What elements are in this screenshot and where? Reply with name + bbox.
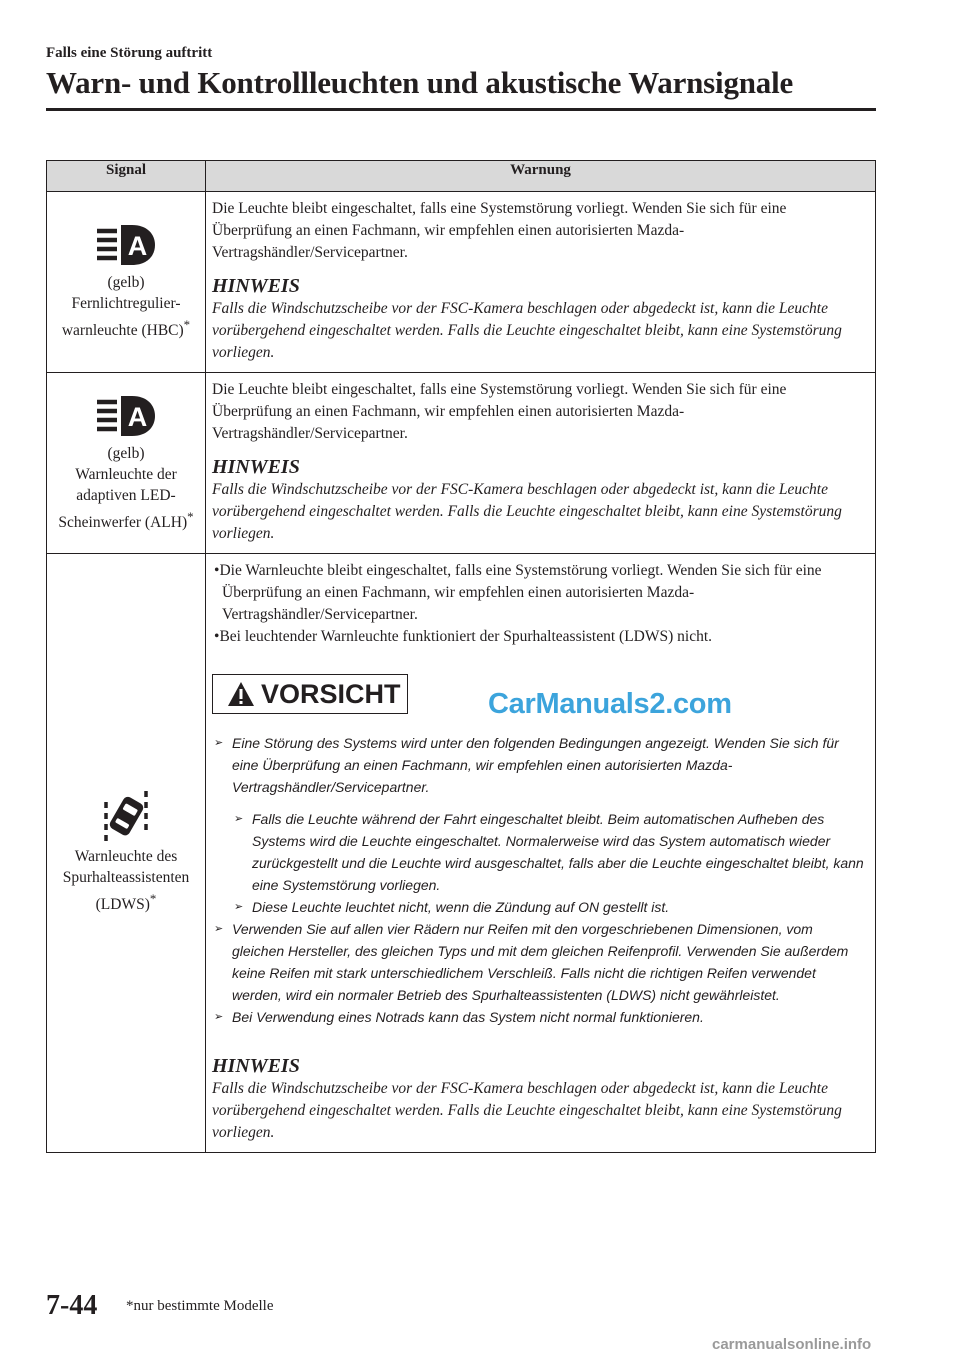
- caution-label: VORSICHT: [261, 679, 401, 709]
- caution-list: [212, 732, 867, 1028]
- signal-cell: [47, 192, 206, 373]
- hinweis-text: Falls die Windschutzscheibe vor der FSC-Kamera beschlagen oder abgedeckt ist, kann die Leuchte vorübergehend eingeschaltet werden. Falls die Leuchte eingeschaltet bleibt, kann eine Systemstörung vorliegen.: [212, 481, 842, 542]
- signal-cell: [47, 554, 206, 1153]
- bullet-item: •Die Warnleuchte bleibt eingeschaltet, falls eine Systemstörung vorliegt. Wenden Sie sich für eine Überprüfung an einen Fachmann, wir empfehlen einen autorisierten Mazda-Vertragshändler/Servicepartner.: [214, 562, 822, 623]
- signal-name: Warnleuchte des Spurhalteassistenten (LDWS)*: [62, 848, 190, 914]
- table-row: [47, 554, 876, 1153]
- warning-cell: [206, 192, 876, 373]
- table-row: [47, 192, 876, 373]
- site-watermark: carmanualsonline.info: [712, 1336, 872, 1353]
- hinweis-title: HINWEIS: [212, 1055, 300, 1077]
- bullet-item: •Bei leuchtender Warnleuchte funktioniert der Spurhalteassistent (LDWS) nicht.: [214, 628, 713, 645]
- caution-item: ➢ Eine Störung des Systems wird unter den folgenden Bedingungen angezeigt. Wenden Sie sich für eine Überprüfung an einen Fachmann, wir empfehlen einen autorisierten Mazda-Vertragshändler/Servicepartner.: [212, 732, 867, 798]
- caution-subitem: ➢ Falls die Leuchte während der Fahrt eingeschaltet bleibt. Beim automatischen Aufheben des Systems wird die Leuchte eingeschaltet. Normalerweise wird das System automatisch wieder zurückgestellt und die Leuchte wird ausgeschaltet, falls aber die Leuchte eingeschaltet bleibt, kann eine Systemstörung vorliegen.: [232, 808, 867, 896]
- signal-name: Warnleuchte der adaptiven LED-Scheinwerfer (ALH)*: [58, 465, 194, 532]
- header-rule: [46, 108, 876, 111]
- warning-cell: [206, 554, 876, 1153]
- hinweis-title: HINWEIS: [212, 456, 300, 478]
- page-header: [46, 44, 876, 103]
- arrow-icon: ➢: [234, 813, 244, 825]
- headlight-auto-icon: [95, 393, 157, 439]
- page-title: Warn- und Kontrollleuchten und akustische Warnsignale: [46, 65, 794, 100]
- arrow-icon: ➢: [214, 923, 224, 935]
- arrow-icon: ➢: [214, 1011, 224, 1023]
- section-label: Falls eine Störung auftritt: [46, 45, 213, 61]
- hinweis-title: HINWEIS: [212, 275, 300, 297]
- column-header-warning: Warnung: [206, 161, 876, 192]
- signal-name: Fernlichtregulier-warnleuchte (HBC)*: [61, 295, 191, 340]
- watermark: CarManuals2.com: [488, 688, 732, 720]
- caution-item: ➢ Bei Verwendung eines Notrads kann das System nicht normal funktionieren.: [212, 1006, 867, 1028]
- svg-text:A: A: [127, 401, 148, 432]
- signal-cell: [47, 373, 206, 554]
- footnote: *nur bestimmte Modelle: [126, 1298, 274, 1314]
- warning-triangle-icon: [227, 681, 255, 707]
- column-header-signal: Signal: [47, 161, 206, 192]
- warning-cell: [206, 373, 876, 554]
- signal-color: (gelb): [107, 274, 145, 292]
- hinweis-text: Falls die Windschutzscheibe vor der FSC-Kamera beschlagen oder abgedeckt ist, kann die Leuchte vorübergehend eingeschaltet werden. Falls die Leuchte eingeschaltet bleibt, kann eine Systemstörung vorliegen.: [212, 300, 842, 361]
- svg-text:A: A: [127, 231, 148, 262]
- asterisk: *: [149, 891, 157, 907]
- arrow-icon: ➢: [234, 901, 244, 913]
- lane-departure-icon: [101, 790, 151, 842]
- headlight-auto-icon: [95, 222, 157, 268]
- page-number: 7-44: [46, 1290, 98, 1321]
- warning-text: Die Leuchte bleibt eingeschaltet, falls eine Systemstörung vorliegt. Wenden Sie sich für eine Überprüfung an einen Fachmann, wir empfehlen einen autorisierten Mazda-Vertragshändler/Servicepartner.: [212, 381, 787, 442]
- caution-box: [212, 674, 408, 714]
- table-header-row: [47, 161, 876, 192]
- caution-subitem: ➢ Diese Leuchte leuchtet nicht, wenn die Zündung auf ON gestellt ist.: [232, 896, 867, 918]
- asterisk: *: [183, 317, 191, 333]
- warning-table: [46, 160, 876, 1153]
- hinweis-text: Falls die Windschutzscheibe vor der FSC-Kamera beschlagen oder abgedeckt ist, kann die Leuchte vorübergehend eingeschaltet werden. Falls die Leuchte eingeschaltet bleibt, kann eine Systemstörung vorliegen.: [212, 1080, 842, 1141]
- asterisk: *: [187, 508, 194, 524]
- table-row: [47, 373, 876, 554]
- warning-text: Die Leuchte bleibt eingeschaltet, falls eine Systemstörung vorliegt. Wenden Sie sich für eine Überprüfung an einen Fachmann, wir empfehlen einen autorisierten Mazda-Vertragshändler/Servicepartner.: [212, 200, 787, 261]
- signal-color: (gelb): [107, 444, 145, 462]
- caution-item: ➢ Verwenden Sie auf allen vier Rädern nur Reifen mit den vorgeschriebenen Dimensionen, vom gleichen Hersteller, des gleichen Typs und mit dem gleichen Reifenprofil. Verwenden Sie außerdem keine Reifen mit stark unterschiedlichem Verschleiß. Falls nicht die richtigen Reifen verwendet werden, wird ein normaler Betrieb des Spurhalteassistenten (LDWS) nicht gewährleistet.: [212, 918, 867, 1006]
- arrow-icon: ➢: [214, 737, 224, 749]
